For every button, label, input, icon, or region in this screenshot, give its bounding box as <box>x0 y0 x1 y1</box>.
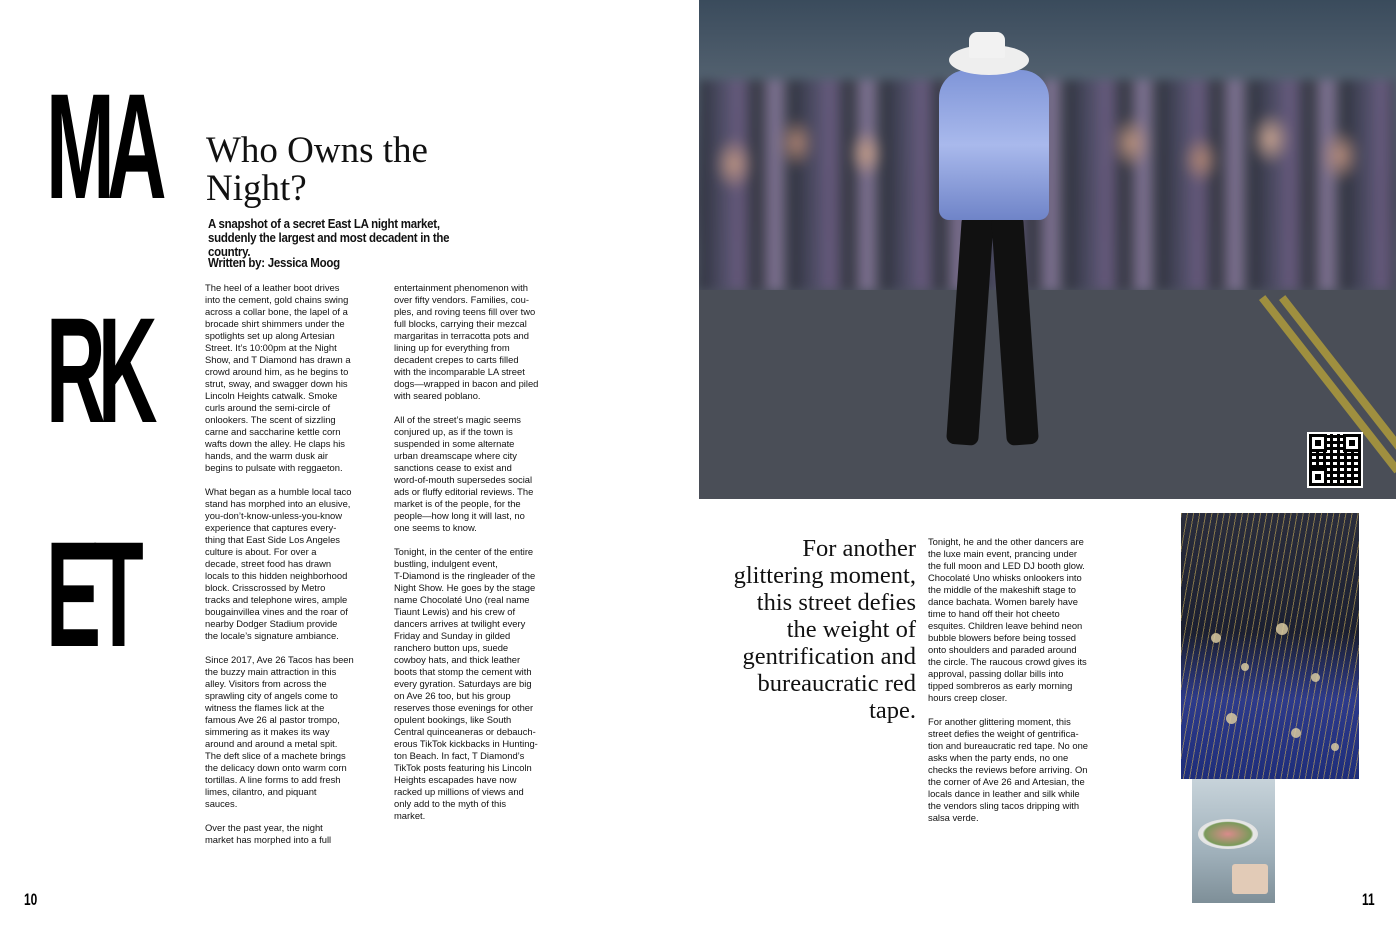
paragraph: Over the past year, the night market has morphed into a full <box>205 822 332 845</box>
hero-photo-dancer <box>699 0 1396 499</box>
big-word-market <box>46 62 166 678</box>
big-word-line: ET <box>46 510 137 678</box>
paragraph: Tonight, he and the other dancers are the luxe main event, prancing under the full moon and LED DJ booth glow. Chocolaté Uno whisks onlookers into the middle of the makeshift stage to dance bachata. Women barely have time to hand off their hot cheeto esquites. Children leave behind neon bubble blowers before being tossed onto shoulders and paraded around the circle. The raucous crowd gives its approval, passing dollar bills into tipped sombreros as early morning hours creep closer. <box>928 536 1087 703</box>
big-word-line: MA <box>46 62 159 230</box>
street-food-photo <box>1192 779 1275 903</box>
food-plate <box>1198 819 1258 849</box>
paragraph: Since 2017, Ave 26 Tacos has been the buzzy main attraction in this alley. Visitors from across the sprawling city of angels come to witness the flames lick at the famous Ave 26 al pastor trompo, simmering as it makes its way around and around a metal spit. The deft slice of a machete brings the delicacy down onto warm corn tortillas. A line forms to add fresh limes, cilantro, and piquant sauces. <box>205 654 354 809</box>
paragraph: Tonight, in the center of the entire bustling, indulgent event, T-Diamond is the ringleader of the Night Show. He goes by the stage name Chocolaté Uno (real name Tiaunt Lewis) and his crew of dancers arrives at twilight every Friday and Sunday in gilded ranchero button ups, suede cowboy hats, and thick leather boots that stomp the cement with every gyration. Saturdays are big on Ave 26 too, but his group reserves those evenings for other opulent bookings, like South Central quinceaneras or debauch- erous TikTok kickbacks in Hunting- ton Beach. In fact, T Diamond’s TikTok posts featuring his Lincoln Heights escapades have now racked up millions of views and only add to the myth of this market. <box>394 546 538 821</box>
qr-code-icon[interactable] <box>1307 432 1363 488</box>
page-number-right: 11 <box>1362 890 1375 909</box>
page-number-left: 10 <box>24 890 38 909</box>
body-column-3 <box>928 536 1120 836</box>
pull-quote: For another glittering moment, this street defies the weight of gentrification and bureaucratic red tape. <box>733 535 916 724</box>
paragraph: The heel of a leather boot drives into the cement, gold chains swing across a collar bone, the lapel of a brocade shirt shimmers under the spotlights set up along Artesian Street. It’s 10:00pm at the Night Show, and T Diamond has drawn a crowd around him, as he begins to strut, sway, and swagger down his Lincoln Heights catwalk. Smoke curls around the semi-circle of onlookers. The scent of sizzling carne and saccharine kettle corn wafts down the alley. He claps his hands, and the warm dusk air begins to pulsate with reggaeton. <box>205 282 351 473</box>
article-title: Who Owns the Night? <box>206 130 428 209</box>
handbag <box>1232 864 1268 894</box>
body-column-2 <box>394 282 574 834</box>
big-word-line: RK <box>46 286 150 454</box>
article-subtitle: A snapshot of a secret East LA night market, suddenly the largest and most decadent in the country. <box>208 217 450 259</box>
paragraph: What began as a humble local taco stand has morphed into an elusive, you-don’t-know-unless-you-know experience that captures every- thing that East Side Los Angeles culture is about. For over a decade, street food has drawn locals to this hidden neighborhood block. Crisscrossed by Metro tracks and telephone wires, ample bougainvillea vines and the roar of nearby Dodger Stadium provide the locale’s signature ambiance. <box>205 486 352 641</box>
road <box>699 290 1396 499</box>
dancer-shirt <box>939 70 1049 220</box>
paragraph: For another glittering moment, this street defies the weight of gentrifica- tion and bureaucratic red tape. No one asks when the party ends, no one checks the reviews before arriving. On the corner of Ave 26 and Artesian, the locals dance in leather and silk while the vendors sling tacos dripping with salsa verde. <box>928 716 1089 823</box>
article-byline: Written by: Jessica Moog <box>208 256 340 270</box>
jewelry-stand-photo <box>1181 513 1359 779</box>
paragraph: entertainment phenomenon with over fifty vendors. Families, cou- ples, and roving teens fill over two full blocks, carrying their mezcal margaritas in terracotta pots and lining up for everything from decadent crepes to carts filled with the incomparable LA street dogs—wrapped in bacon and piled with seared poblano. <box>394 282 539 401</box>
cowboy-hat-crown <box>969 32 1005 58</box>
body-column-1 <box>205 282 385 858</box>
paragraph: All of the street’s magic seems conjured up, as if the town is suspended in some alternate urban dreamscape where city sanctions cease to exist and word-of-mouth supersedes social ads or fluffy editorial reviews. The market is of the people, for the people—how long it will last, no one seems to know. <box>394 414 534 533</box>
